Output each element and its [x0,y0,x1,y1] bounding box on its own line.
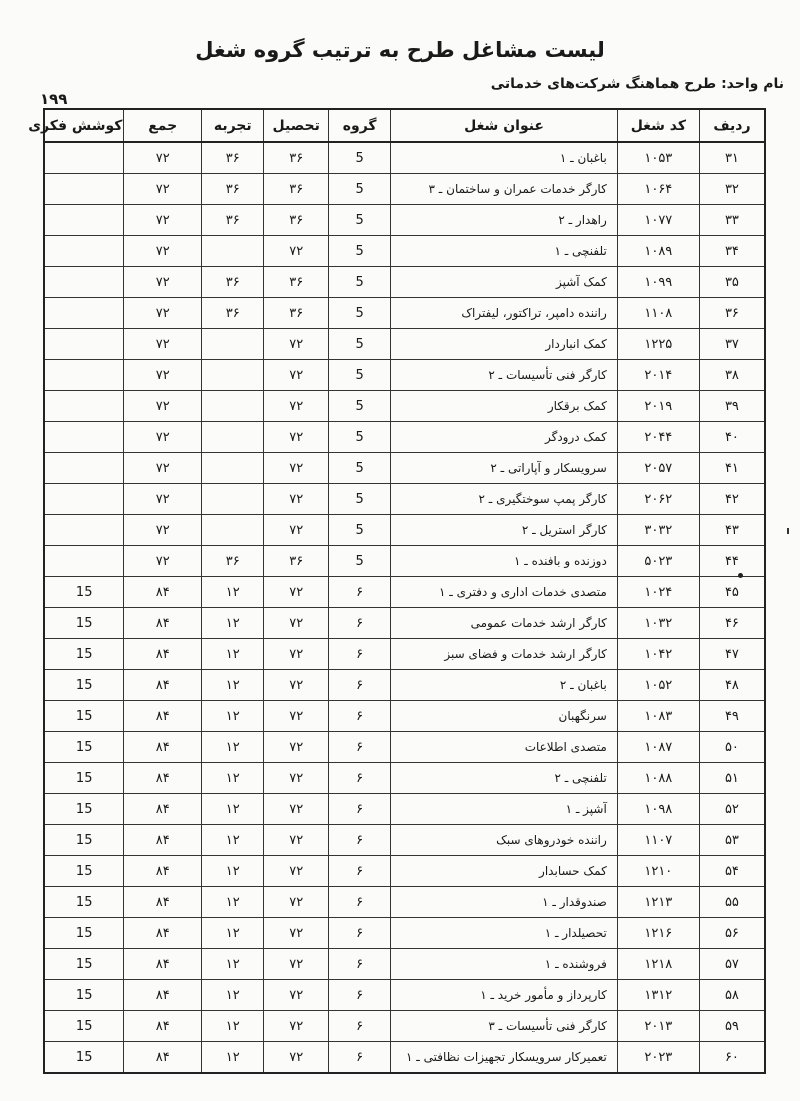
row-number-cell: ۴۹ [699,701,765,732]
table-row [44,329,765,360]
table-row [44,701,765,732]
total-cell: ۸۴ [124,577,202,608]
experience-cell: ۱۲ [202,701,264,732]
table-row [44,856,765,887]
job-code-cell: ۱۱۰۸ [617,298,699,329]
job-code-cell: ۱۱۰۷ [617,825,699,856]
group-cell: 5 [328,142,390,174]
education-cell: ۳۶ [264,205,329,236]
mental-effort-cell [44,484,124,515]
education-cell: ۷۲ [264,577,329,608]
row-number-cell: ۳۶ [699,298,765,329]
education-cell: ۷۲ [264,732,329,763]
job-code-cell: ۲۰۲۳ [617,1042,699,1074]
education-cell: ۷۲ [264,980,329,1011]
total-cell: ۷۲ [124,267,202,298]
education-cell: ۳۶ [264,546,329,577]
row-number-cell: ۴۸ [699,670,765,701]
experience-cell: ۱۲ [202,670,264,701]
group-cell: 5 [328,236,390,267]
total-cell: ۷۲ [124,236,202,267]
job-title-cell: کارگر پمپ سوختگیری ـ ۲ [391,484,617,515]
group-cell: 5 [328,484,390,515]
education-cell: ۷۲ [264,453,329,484]
total-cell: ۸۴ [124,794,202,825]
job-code-cell: ۱۰۵۲ [617,670,699,701]
row-number-cell: ۴۵ [699,577,765,608]
row-number-cell: ۵۴ [699,856,765,887]
mental-effort-cell: 15 [44,949,124,980]
experience-cell: ۱۲ [202,794,264,825]
row-number-cell: ۳۸ [699,360,765,391]
group-cell: 5 [328,174,390,205]
education-cell: ۷۲ [264,484,329,515]
ink-mark [787,528,789,534]
table-row [44,422,765,453]
job-title-cell: دوزنده و بافنده ـ ۱ [391,546,617,577]
row-number-cell: ۴۰ [699,422,765,453]
education-cell: ۷۲ [264,670,329,701]
total-cell: ۸۴ [124,980,202,1011]
job-code-cell: ۱۰۷۷ [617,205,699,236]
education-cell: ۷۲ [264,918,329,949]
group-cell: ۶ [328,639,390,670]
job-code-cell: ۲۰۱۹ [617,391,699,422]
education-cell: ۳۶ [264,174,329,205]
education-cell: ۷۲ [264,639,329,670]
row-number-cell: ۳۲ [699,174,765,205]
unit-label: نام واحد: طرح هماهنگ شرکت‌های خدماتی [490,76,784,92]
total-cell: ۷۲ [124,298,202,329]
job-code-cell: ۵۰۲۳ [617,546,699,577]
experience-cell: ۱۲ [202,763,264,794]
mental-effort-cell [44,205,124,236]
job-code-cell: ۱۲۱۰ [617,856,699,887]
experience-cell: ۱۲ [202,639,264,670]
table-row [44,732,765,763]
job-title-cell: کارپرداز و مأمور خرید ـ ۱ [391,980,617,1011]
table-row [44,887,765,918]
col-header-row-number: ردیف [699,109,765,142]
table-row [44,515,765,546]
page-title: لیست مشاغل طرح به ترتیب گروه شغل [195,38,605,62]
row-number-cell: ۳۵ [699,267,765,298]
job-title-cell: کارگر خدمات عمران و ساختمان ـ ۳ [391,174,617,205]
group-cell: ۶ [328,1011,390,1042]
group-cell: ۶ [328,794,390,825]
group-cell: ۶ [328,763,390,794]
table-row [44,639,765,670]
table-row [44,918,765,949]
job-code-cell: ۱۲۱۶ [617,918,699,949]
mental-effort-cell: 15 [44,670,124,701]
mental-effort-cell [44,298,124,329]
total-cell: ۷۲ [124,546,202,577]
experience-cell: ۱۲ [202,825,264,856]
job-code-cell: ۱۲۱۸ [617,949,699,980]
mental-effort-cell: 15 [44,763,124,794]
job-code-cell: ۱۰۳۲ [617,608,699,639]
total-cell: ۸۴ [124,763,202,794]
total-cell: ۷۲ [124,205,202,236]
job-title-cell: راهدار ـ ۲ [391,205,617,236]
education-cell: ۷۲ [264,360,329,391]
job-code-cell: ۱۰۸۷ [617,732,699,763]
experience-cell [202,453,264,484]
total-cell: ۷۲ [124,515,202,546]
total-cell: ۸۴ [124,856,202,887]
total-cell: ۷۲ [124,422,202,453]
education-cell: ۷۲ [264,794,329,825]
experience-cell: ۱۲ [202,732,264,763]
job-code-cell: ۲۰۵۷ [617,453,699,484]
education-cell: ۷۲ [264,763,329,794]
group-cell: ۶ [328,732,390,763]
row-number-cell: ۵۶ [699,918,765,949]
total-cell: ۸۴ [124,918,202,949]
table-row [44,391,765,422]
job-title-cell: کمک آشپز [391,267,617,298]
job-code-cell: ۲۰۱۳ [617,1011,699,1042]
mental-effort-cell: 15 [44,856,124,887]
group-cell: 5 [328,205,390,236]
col-header-job-title: عنوان شغل [391,109,617,142]
job-code-cell: ۱۰۶۴ [617,174,699,205]
job-title-cell: سرنگهبان [391,701,617,732]
experience-cell: ۱۲ [202,1042,264,1074]
job-code-cell: ۱۰۵۳ [617,142,699,174]
experience-cell [202,391,264,422]
mental-effort-cell [44,142,124,174]
mental-effort-cell [44,391,124,422]
total-cell: ۸۴ [124,732,202,763]
row-number-cell: ۴۴ [699,546,765,577]
row-number-cell: ۳۴ [699,236,765,267]
total-cell: ۸۴ [124,670,202,701]
job-code-cell: ۲۰۴۴ [617,422,699,453]
group-cell: ۶ [328,608,390,639]
job-code-cell: ۱۰۸۸ [617,763,699,794]
row-number-cell: ۵۱ [699,763,765,794]
experience-cell [202,484,264,515]
total-cell: ۷۲ [124,484,202,515]
group-cell: 5 [328,298,390,329]
table-row [44,267,765,298]
mental-effort-cell: 15 [44,608,124,639]
job-title-cell: کمک درودگر [391,422,617,453]
group-cell: ۶ [328,701,390,732]
table-body [44,142,765,1073]
job-code-cell: ۲۰۶۲ [617,484,699,515]
job-title-cell: کارگر استریل ـ ۲ [391,515,617,546]
ink-dot [738,573,743,578]
total-cell: ۸۴ [124,949,202,980]
group-cell: 5 [328,267,390,298]
total-cell: ۷۲ [124,142,202,174]
row-number-cell: ۳۳ [699,205,765,236]
group-cell: ۶ [328,980,390,1011]
job-title-cell: تلفنچی ـ ۲ [391,763,617,794]
education-cell: ۷۲ [264,701,329,732]
job-code-cell: ۱۰۲۴ [617,577,699,608]
row-number-cell: ۳۹ [699,391,765,422]
total-cell: ۸۴ [124,1042,202,1074]
group-cell: 5 [328,422,390,453]
job-title-cell: باغبان ـ ۱ [391,142,617,174]
job-title-cell: تلفنچی ـ ۱ [391,236,617,267]
row-number-cell: ۴۲ [699,484,765,515]
experience-cell [202,422,264,453]
row-number-cell: ۴۶ [699,608,765,639]
table-row [44,825,765,856]
mental-effort-cell [44,546,124,577]
table-row [44,174,765,205]
mental-effort-cell [44,453,124,484]
group-cell: 5 [328,360,390,391]
table-row [44,236,765,267]
mental-effort-cell [44,515,124,546]
job-title-cell: تحصیلدار ـ ۱ [391,918,617,949]
job-code-cell: ۱۲۱۳ [617,887,699,918]
row-number-cell: ۵۸ [699,980,765,1011]
total-cell: ۸۴ [124,701,202,732]
group-cell: ۶ [328,949,390,980]
experience-cell: ۳۶ [202,205,264,236]
total-cell: ۷۲ [124,329,202,360]
group-cell: ۶ [328,825,390,856]
mental-effort-cell: 15 [44,825,124,856]
education-cell: ۷۲ [264,887,329,918]
mental-effort-cell: 15 [44,639,124,670]
table-row [44,453,765,484]
table-row [44,980,765,1011]
row-number-cell: ۴۷ [699,639,765,670]
table-row [44,1042,765,1074]
row-number-cell: ۴۱ [699,453,765,484]
page-number: ۱۹۹ [40,90,68,108]
group-cell: ۶ [328,887,390,918]
job-title-cell: راننده خودروهای سبک [391,825,617,856]
job-code-cell: ۱۰۸۹ [617,236,699,267]
mental-effort-cell: 15 [44,1011,124,1042]
education-cell: ۷۲ [264,422,329,453]
mental-effort-cell [44,174,124,205]
job-title-cell: متصدی اطلاعات [391,732,617,763]
group-cell: 5 [328,515,390,546]
job-code-cell: ۳۰۳۲ [617,515,699,546]
row-number-cell: ۶۰ [699,1042,765,1074]
education-cell: ۳۶ [264,142,329,174]
table-row [44,794,765,825]
experience-cell: ۱۲ [202,949,264,980]
table-row [44,484,765,515]
table-row [44,546,765,577]
job-code-cell: ۱۰۹۹ [617,267,699,298]
job-code-cell: ۱۰۸۳ [617,701,699,732]
total-cell: ۷۲ [124,360,202,391]
mental-effort-cell [44,267,124,298]
education-cell: ۷۲ [264,856,329,887]
experience-cell: ۱۲ [202,887,264,918]
education-cell: ۷۲ [264,825,329,856]
experience-cell: ۱۲ [202,856,264,887]
education-cell: ۷۲ [264,515,329,546]
education-cell: ۷۲ [264,1042,329,1074]
group-cell: ۶ [328,1042,390,1074]
mental-effort-cell: 15 [44,887,124,918]
mental-effort-cell: 15 [44,732,124,763]
col-header-experience: تجربه [202,109,264,142]
group-cell: 5 [328,453,390,484]
job-code-cell: ۱۰۴۲ [617,639,699,670]
job-title-cell: کمک انباردار [391,329,617,360]
group-cell: ۶ [328,577,390,608]
experience-cell [202,236,264,267]
table-row [44,205,765,236]
group-cell: ۶ [328,670,390,701]
job-title-cell: راننده دامپر، تراکتور، لیفتراک [391,298,617,329]
mental-effort-cell: 15 [44,980,124,1011]
job-code-cell: ۱۰۹۸ [617,794,699,825]
total-cell: ۷۲ [124,453,202,484]
job-title-cell: کمک برقکار [391,391,617,422]
mental-effort-cell: 15 [44,918,124,949]
jobs-table [28,108,766,1074]
experience-cell: ۳۶ [202,267,264,298]
job-title-cell: سرویسکار و آپاراتی ـ ۲ [391,453,617,484]
mental-effort-cell: 15 [44,701,124,732]
job-title-cell: تعمیرکار سرویسکار تجهیزات نظافتی ـ ۱ [391,1042,617,1074]
education-cell: ۷۲ [264,391,329,422]
row-number-cell: ۳۷ [699,329,765,360]
job-code-cell: ۲۰۱۴ [617,360,699,391]
experience-cell [202,329,264,360]
table-row [44,298,765,329]
row-number-cell: ۵۲ [699,794,765,825]
mental-effort-cell [44,329,124,360]
job-title-cell: باغبان ـ ۲ [391,670,617,701]
mental-effort-cell [44,422,124,453]
total-cell: ۸۴ [124,825,202,856]
education-cell: ۷۲ [264,949,329,980]
job-title-cell: کمک حسابدار [391,856,617,887]
education-cell: ۷۲ [264,329,329,360]
row-number-cell: ۴۳ [699,515,765,546]
table-header-row [44,109,765,142]
mental-effort-cell: 15 [44,1042,124,1074]
experience-cell: ۱۲ [202,918,264,949]
experience-cell: ۱۲ [202,577,264,608]
col-header-group: گروه [328,109,390,142]
job-title-cell: کارگر ارشد خدمات و فضای سبز [391,639,617,670]
group-cell: 5 [328,546,390,577]
table-row [44,360,765,391]
row-number-cell: ۵۵ [699,887,765,918]
row-number-cell: ۵۷ [699,949,765,980]
total-cell: ۸۴ [124,639,202,670]
group-cell: 5 [328,329,390,360]
group-cell: ۶ [328,918,390,949]
col-header-total: جمع [124,109,202,142]
experience-cell: ۳۶ [202,298,264,329]
experience-cell [202,360,264,391]
group-cell: ۶ [328,856,390,887]
row-number-cell: ۵۳ [699,825,765,856]
table-row [44,142,765,174]
table-row [44,670,765,701]
education-cell: ۷۲ [264,236,329,267]
job-code-cell: ۱۲۲۵ [617,329,699,360]
col-header-mental-effort: کوشش فکری [44,109,124,142]
total-cell: ۷۲ [124,174,202,205]
row-number-cell: ۵۹ [699,1011,765,1042]
job-title-cell: کارگر فنی تأسیسات ـ ۲ [391,360,617,391]
mental-effort-cell [44,236,124,267]
mental-effort-cell: 15 [44,794,124,825]
mental-effort-cell [44,360,124,391]
experience-cell: ۳۶ [202,142,264,174]
experience-cell: ۳۶ [202,546,264,577]
education-cell: ۷۲ [264,1011,329,1042]
table-row [44,763,765,794]
total-cell: ۸۴ [124,1011,202,1042]
col-header-job-code: کد شغل [617,109,699,142]
experience-cell: ۱۲ [202,608,264,639]
experience-cell [202,515,264,546]
row-number-cell: ۵۰ [699,732,765,763]
job-title-cell: آشپز ـ ۱ [391,794,617,825]
job-code-cell: ۱۳۱۲ [617,980,699,1011]
education-cell: ۷۲ [264,608,329,639]
job-title-cell: متصدی خدمات اداری و دفتری ـ ۱ [391,577,617,608]
table-row [44,577,765,608]
job-title-cell: کارگر ارشد خدمات عمومی [391,608,617,639]
total-cell: ۸۴ [124,887,202,918]
education-cell: ۳۶ [264,267,329,298]
experience-cell: ۱۲ [202,980,264,1011]
experience-cell: ۱۲ [202,1011,264,1042]
education-cell: ۳۶ [264,298,329,329]
table-row [44,949,765,980]
table-row [44,1011,765,1042]
table-row [44,608,765,639]
total-cell: ۸۴ [124,608,202,639]
row-number-cell: ۳۱ [699,142,765,174]
job-title-cell: فروشنده ـ ۱ [391,949,617,980]
experience-cell: ۳۶ [202,174,264,205]
job-title-cell: صندوقدار ـ ۱ [391,887,617,918]
job-title-cell: کارگر فنی تأسیسات ـ ۳ [391,1011,617,1042]
group-cell: 5 [328,391,390,422]
total-cell: ۷۲ [124,391,202,422]
col-header-education: تحصیل [264,109,329,142]
mental-effort-cell: 15 [44,577,124,608]
